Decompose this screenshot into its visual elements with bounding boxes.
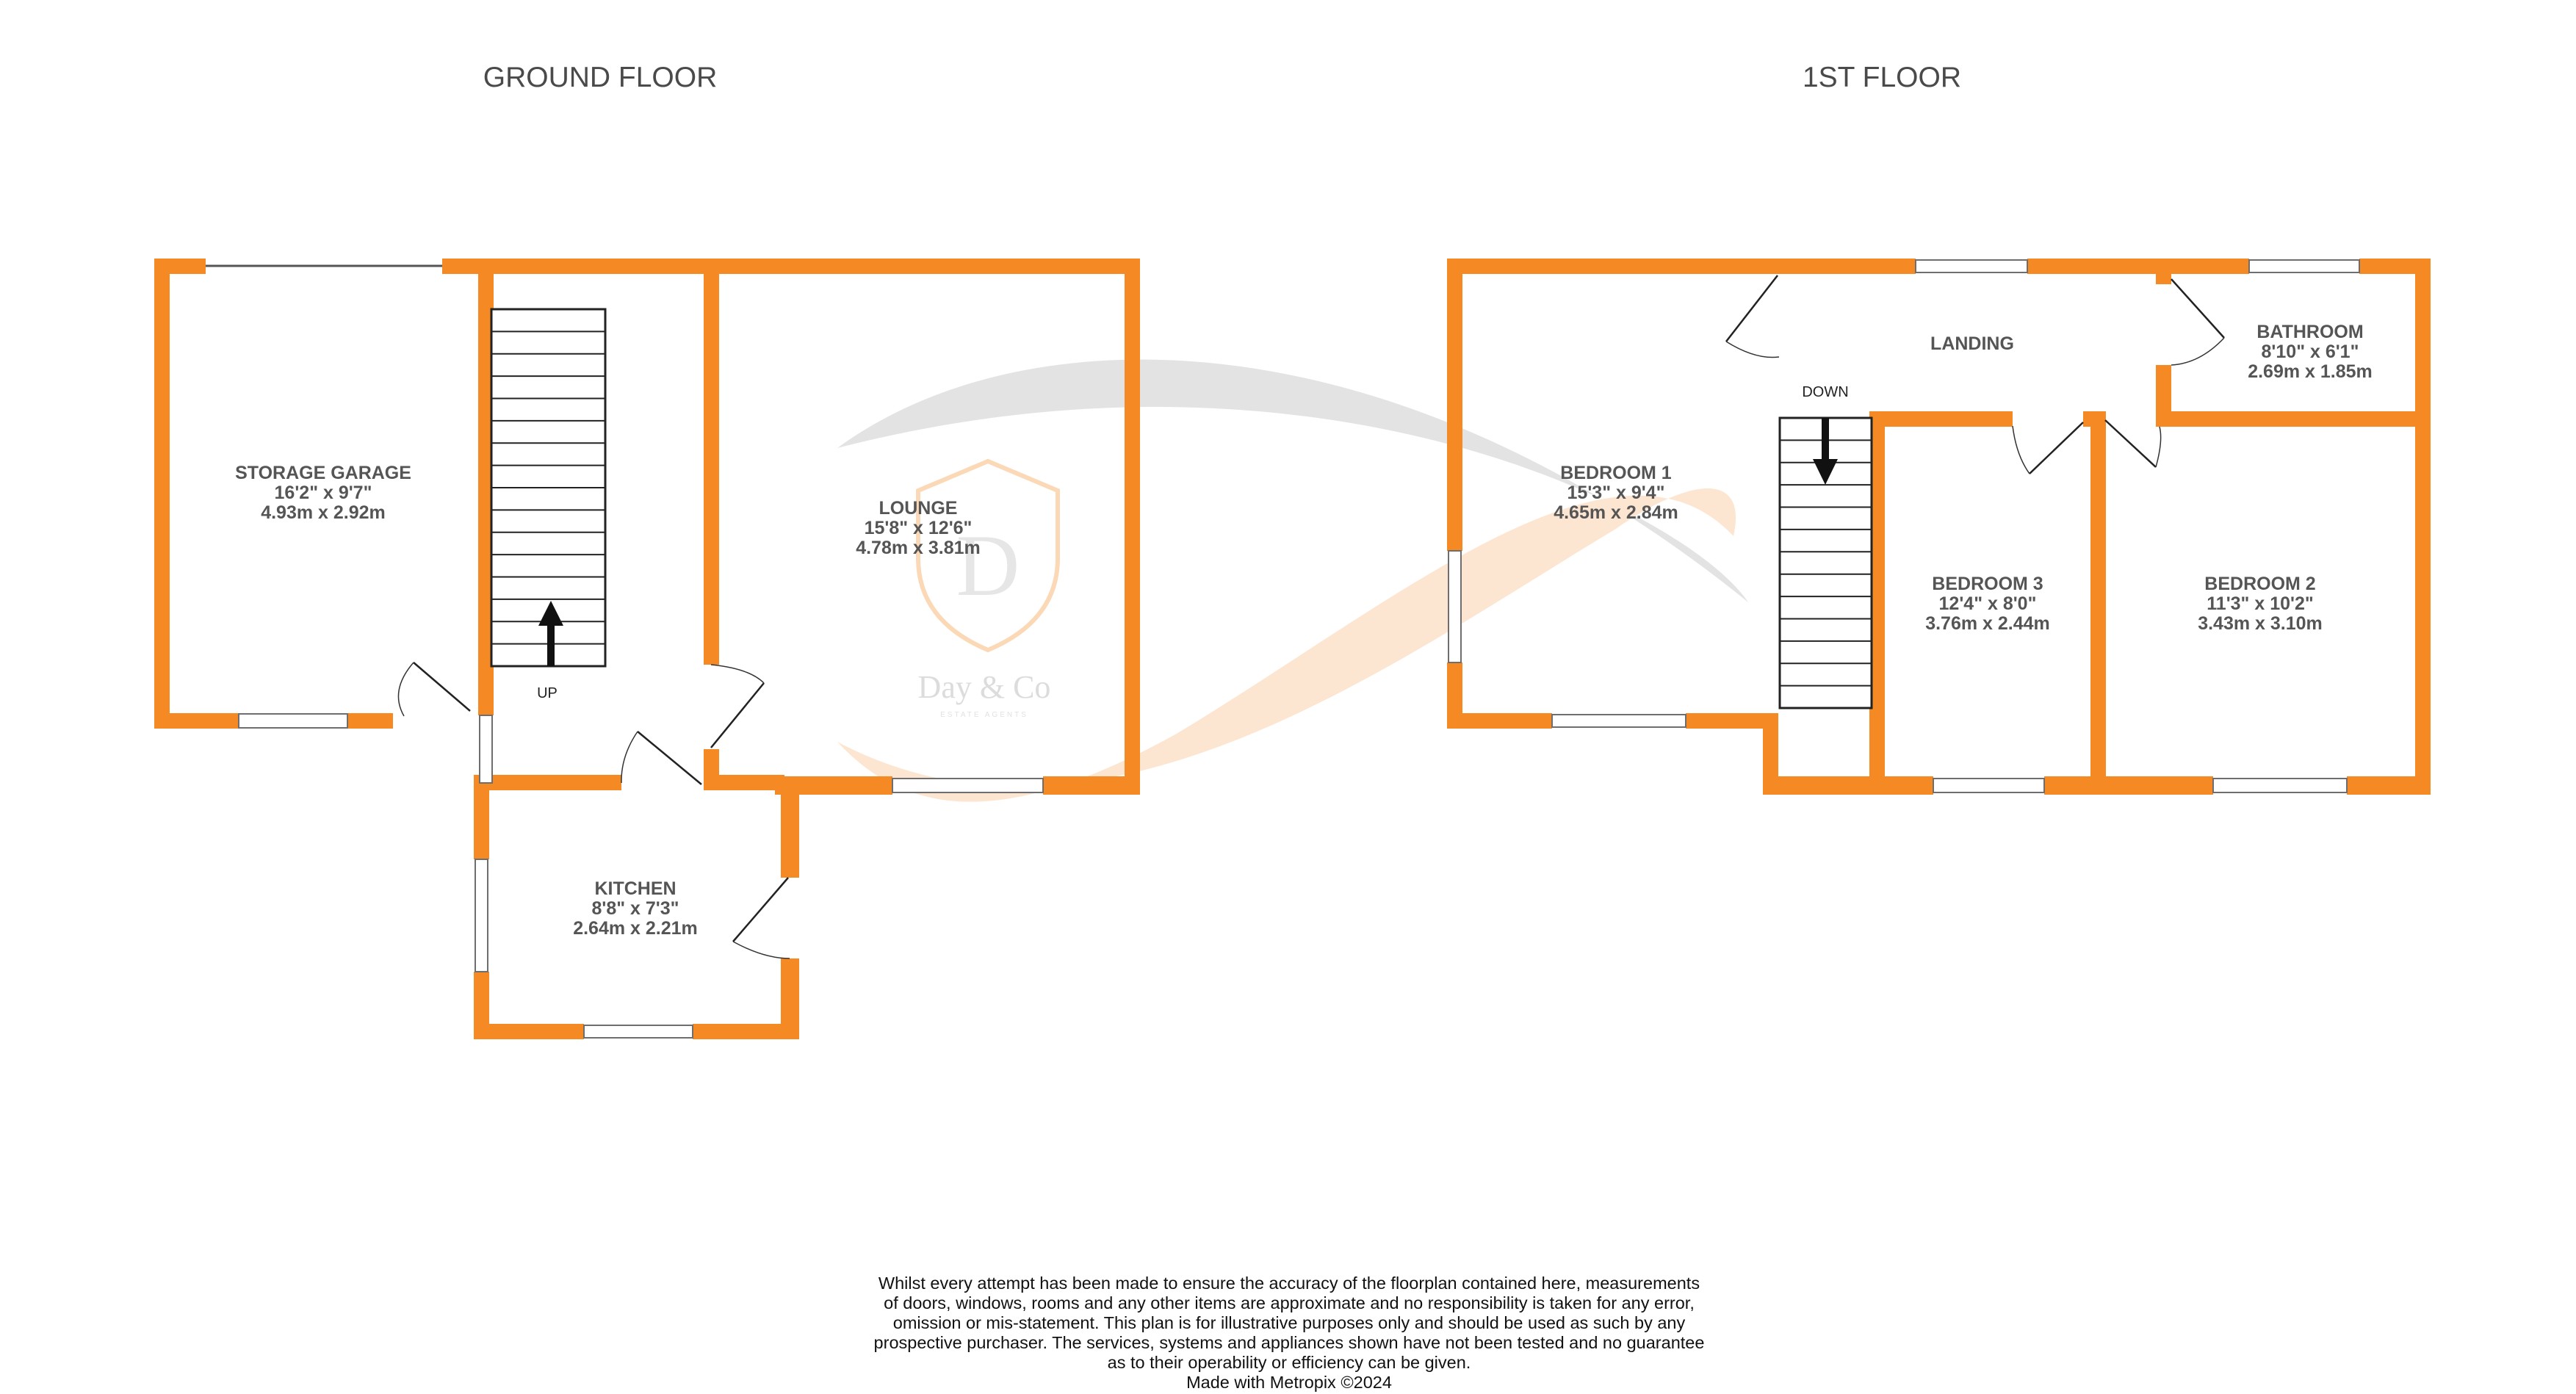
bedroom3-imperial: 12'4" x 8'0"	[1938, 593, 2037, 614]
first-wall-top-mid	[2027, 259, 2249, 274]
disclaimer-line: omission or mis-statement. This plan is for illustrative purposes only and should be used as such by any	[892, 1313, 1686, 1332]
kitchen-metric: 2.64m x 2.21m	[573, 918, 698, 939]
bedroom3-window	[1933, 779, 2044, 792]
front-door-leaf	[414, 662, 470, 711]
ground-stairs-label: UP	[537, 685, 558, 701]
kitchen-door-swing	[621, 732, 638, 783]
watermark-company-name: Day & Co	[917, 669, 1051, 705]
bedroom3-bedroom2-wall	[2090, 411, 2106, 793]
bedroom3-door-swing	[2013, 426, 2030, 474]
storage-garage-name: STORAGE GARAGE	[235, 463, 411, 483]
bedroom2-name: BEDROOM 2	[2204, 574, 2316, 594]
first-wall-right	[2415, 259, 2431, 795]
first-wall-bottom-b	[2044, 776, 2213, 795]
bathroom-wall-left-top	[2156, 259, 2171, 284]
disclaimer-line: prospective purchaser. The services, systems and appliances shown have not been tested and no guarantee	[873, 1333, 1705, 1352]
watermark-tagline: ESTATE AGENTS	[940, 711, 1028, 719]
kitchen-wall-left-top	[474, 775, 489, 859]
bedroom1-wall-bottom-right	[1686, 713, 1770, 729]
kitchen-door-leaf	[638, 732, 701, 784]
bathroom-imperial: 8'10" x 6'1"	[2261, 342, 2359, 362]
front-door-swing	[398, 662, 414, 716]
ground-floor-windows	[239, 714, 1043, 1038]
garage-window	[239, 714, 347, 728]
bedroom1-door-leaf	[1726, 275, 1778, 342]
kitchen-back-door-swing	[733, 942, 790, 958]
bedroom1-name: BEDROOM 1	[1560, 463, 1672, 483]
first-wall-left-top	[1447, 259, 1462, 551]
bedroom2-door-swing	[2156, 427, 2161, 467]
bedroom1-label	[1554, 463, 1678, 523]
kitchen-imperial: 8'8" x 7'3"	[591, 898, 679, 919]
lounge-metric: 4.78m x 3.81m	[856, 538, 981, 558]
bedroom1-metric: 4.65m x 2.84m	[1554, 502, 1678, 523]
first-floor-title: 1ST FLOOR	[1802, 62, 1962, 93]
landing-name: LANDING	[1930, 333, 2014, 354]
bathroom-door-swing	[2171, 338, 2224, 365]
hall-lounge-wall-top	[442, 259, 1140, 274]
bathroom-label	[2248, 322, 2373, 382]
landing-window	[1916, 260, 2027, 272]
hall-window	[480, 715, 492, 783]
lounge-imperial: 15'8" x 12'6"	[864, 518, 973, 538]
first-stairs-label: DOWN	[1802, 384, 1849, 400]
bedroom1-imperial: 15'3" x 9'4"	[1567, 483, 1665, 503]
bathroom-metric: 2.69m x 1.85m	[2248, 361, 2373, 382]
hall-lounge-divider	[704, 259, 719, 665]
bedroom2-imperial: 11'3" x 10'2"	[2207, 593, 2314, 614]
bedroom3-door-leaf	[2030, 422, 2083, 474]
bedroom2-label	[2198, 574, 2323, 634]
watermark	[837, 360, 1748, 802]
disclaimer-line: Whilst every attempt has been made to ensure the accuracy of the floorplan contained here, measurements	[878, 1274, 1700, 1293]
lounge-wall-right	[1125, 259, 1140, 795]
kitchen-label	[573, 878, 698, 939]
metropix-credit: Made with Metropix ©2024	[1186, 1373, 1392, 1392]
disclaimer-line: as to their operability or efficiency can be given.	[1107, 1353, 1471, 1372]
kitchen-back-door-leaf	[733, 878, 788, 942]
disclaimer	[779, 1274, 1800, 1393]
garage-wall-bottom-right	[347, 713, 393, 729]
storage-garage-metric: 4.93m x 2.92m	[261, 502, 386, 523]
lounge-label	[856, 498, 981, 558]
lounge-window	[892, 779, 1043, 792]
lounge-name: LOUNGE	[878, 498, 958, 519]
bathroom-wall-bottom	[2156, 411, 2431, 427]
lounge-door-leaf	[711, 683, 764, 748]
disclaimer-line: of doors, windows, rooms and any other items are approximate and no responsibility is taken for any error,	[884, 1293, 1695, 1312]
kitchen-wall-right-top	[781, 790, 799, 878]
bedroom1-wall-bottom-left	[1447, 713, 1552, 729]
bedroom1-window-bottom	[1552, 715, 1686, 727]
bedroom2-door-leaf	[2105, 420, 2156, 467]
first-wall-bottom-a	[1763, 776, 1933, 795]
ground-floor-title: GROUND FLOOR	[483, 62, 718, 93]
hall-kitchen-wall-right	[704, 775, 784, 790]
lounge-door-swing	[711, 665, 764, 683]
garage-wall-left	[154, 259, 170, 729]
kitchen-window-left	[475, 859, 488, 972]
kitchen-wall-right-bottom	[781, 958, 799, 1039]
storage-garage-imperial: 16'2" x 9'7"	[274, 483, 372, 503]
bedroom3-wall-top-left	[1869, 411, 2013, 427]
bathroom-door-leaf	[2171, 279, 2224, 338]
kitchen-wall-bottom-left	[474, 1024, 584, 1039]
bathroom-window	[2249, 260, 2359, 272]
bedroom1-window-left	[1448, 551, 1461, 662]
ground-stairs	[491, 309, 605, 701]
bedroom1-door-swing	[1726, 342, 1779, 358]
watermark-logo-letter: D	[956, 516, 1020, 614]
storage-garage-label	[235, 463, 411, 523]
lounge-wall-bottom-right	[1043, 776, 1140, 795]
kitchen-name: KITCHEN	[594, 878, 677, 899]
bathroom-name: BATHROOM	[2256, 322, 2364, 342]
bedroom3-name: BEDROOM 3	[1932, 574, 2043, 594]
garage-wall-bottom-left	[154, 713, 239, 729]
bedroom3-metric: 3.76m x 2.44m	[1925, 613, 2050, 634]
first-stairs	[1780, 384, 1872, 708]
kitchen-window-bottom	[584, 1025, 693, 1038]
bedroom2-window	[2213, 779, 2347, 792]
bedroom2-metric: 3.43m x 3.10m	[2198, 613, 2323, 634]
bedroom3-label	[1925, 574, 2050, 634]
hall-kitchen-wall	[478, 775, 621, 790]
first-wall-top-left	[1447, 259, 1916, 274]
